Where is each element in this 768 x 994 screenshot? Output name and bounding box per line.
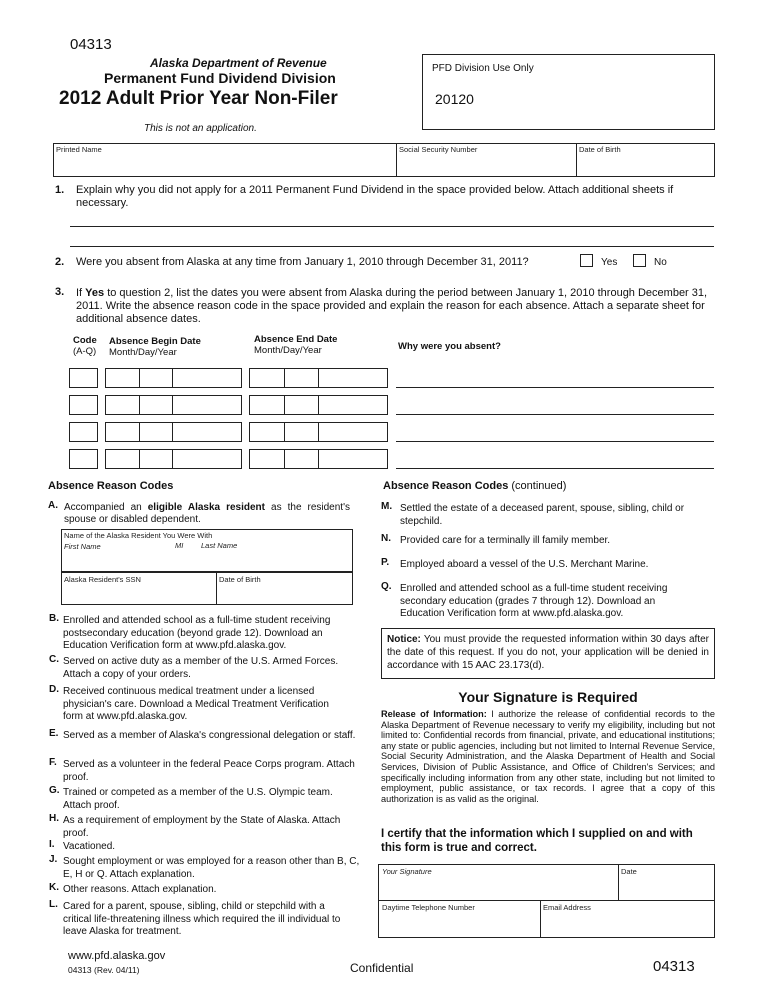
- signature-field[interactable]: [379, 865, 619, 900]
- signature-row: [378, 864, 715, 901]
- code-key: L.: [49, 899, 58, 910]
- q2-yes-checkbox[interactable]: [580, 254, 593, 267]
- q3-pre: If: [76, 287, 86, 299]
- begin-year-input[interactable]: [172, 395, 242, 415]
- begin-day-input[interactable]: [139, 395, 173, 415]
- phone-field[interactable]: [379, 901, 541, 937]
- end-month-input[interactable]: [249, 368, 285, 388]
- q3-body: to question 2, list the dates you were absent from Alaska during the period between January 1, 2010 through December 31, 2011. Write the absence reason code in the space provided and explain the reason for each absence. Attach a separate sheet for additional absence dates.: [76, 287, 708, 325]
- code-label: Code: [73, 335, 97, 346]
- footer-form-number: 04313: [653, 958, 695, 975]
- code-text: Served on active duty as a member of the U.S. Armed Forces. Attach a copy of your orders.: [63, 656, 339, 680]
- office-use-value: 20120: [435, 91, 474, 107]
- code-text: Served as a member of Alaska's congressional delegation or staff.: [63, 730, 356, 741]
- code-input[interactable]: [69, 368, 98, 388]
- q3-text: [76, 287, 716, 326]
- email-field[interactable]: [541, 901, 714, 937]
- code-text: As a requirement of employment by the State of Alaska. Attach proof.: [63, 815, 341, 839]
- code-key: M.: [381, 501, 393, 512]
- begin-year-input[interactable]: [172, 422, 242, 442]
- code-d: [49, 684, 343, 724]
- begin-day-input[interactable]: [139, 368, 173, 388]
- code-text: Vacationed.: [63, 841, 116, 852]
- code-key: G.: [49, 785, 60, 796]
- code-j: [49, 854, 363, 881]
- page-subtitle: This is not an application.: [144, 123, 257, 134]
- end-day-input[interactable]: [284, 449, 319, 469]
- ssn-label: Social Security Number: [399, 145, 478, 154]
- code-key: F.: [49, 757, 57, 768]
- code-text: Trained or competed as a member of the U.S. Olympic team. Attach proof.: [63, 787, 333, 811]
- resident-ssn-field[interactable]: [62, 573, 217, 604]
- certification-statement: I certify that the information which I supplied on and with this form is true and correct.: [381, 828, 693, 854]
- code-key: I.: [49, 839, 55, 850]
- first-name-label: First Name: [64, 542, 101, 551]
- dob-field[interactable]: [577, 144, 714, 176]
- resident-dob-field[interactable]: [217, 573, 352, 604]
- code-key: P.: [381, 557, 390, 568]
- begin-day-input[interactable]: [139, 422, 173, 442]
- end-date-format: Month/Day/Year: [254, 345, 322, 356]
- code-k: [49, 882, 359, 897]
- code-key: C.: [49, 654, 59, 665]
- contact-row: [378, 900, 715, 938]
- code-text: Sought employment or was employed for a reason other than B, C, E, H or Q. Attach explanation.: [63, 856, 360, 880]
- end-day-input[interactable]: [284, 368, 319, 388]
- code-key: B.: [49, 613, 59, 624]
- code-p: [381, 557, 700, 572]
- code-text: Enrolled and attended school as a full-time student receiving secondary education (grades 7 through 12). Download an Education Verification form at www.pfd.alaska.gov.: [400, 583, 668, 619]
- code-e: [49, 728, 363, 743]
- notice-box: [381, 628, 715, 679]
- resident-dob-label: Date of Birth: [219, 575, 261, 584]
- code-key: J.: [49, 854, 58, 865]
- q3-yes-bold: Yes: [85, 287, 105, 299]
- release-label: Release of Information:: [381, 709, 487, 719]
- code-key: E.: [49, 728, 59, 739]
- notice-body: You must provide the requested information within 30 days after the date of this request. If you do not, your application will be denied in accordance with 15 AAC 23.173(d).: [387, 634, 709, 671]
- codes-heading-right-suffix: (continued): [511, 480, 567, 492]
- footer-website: www.pfd.alaska.gov: [68, 950, 166, 962]
- end-month-input[interactable]: [249, 395, 285, 415]
- code-l: [49, 899, 355, 939]
- begin-date-label: Absence Begin Date: [109, 336, 201, 347]
- division-name: Permanent Fund Dividend Division: [104, 70, 336, 86]
- reason-line[interactable]: [396, 468, 714, 469]
- code-text: Other reasons. Attach explanation.: [63, 884, 217, 895]
- codes-heading-left: Absence Reason Codes: [48, 480, 174, 492]
- code-a-post: as the resident's spouse or disabled dependent.: [64, 502, 350, 525]
- department-name: Alaska Department of Revenue: [150, 56, 327, 70]
- code-q: [381, 581, 700, 621]
- mi-label: MI: [175, 541, 184, 550]
- code-key: D.: [49, 684, 59, 695]
- ssn-field[interactable]: [397, 144, 577, 176]
- begin-year-input[interactable]: [172, 449, 242, 469]
- signature-label: Your Signature: [382, 867, 432, 876]
- codes-heading-right-label: Absence Reason Codes: [383, 480, 509, 492]
- begin-date-format: Month/Day/Year: [109, 347, 177, 358]
- code-c: [49, 654, 363, 681]
- notice-text: [387, 633, 709, 672]
- q2-yes-label: Yes: [601, 257, 618, 268]
- begin-day-input[interactable]: [139, 449, 173, 469]
- end-date-label: Absence End Date: [254, 334, 338, 345]
- notice-label: Notice:: [387, 634, 421, 645]
- begin-date-column-header: [109, 336, 201, 358]
- code-text: Employed aboard a vessel of the U.S. Merchant Marine.: [400, 559, 649, 570]
- email-label: Email Address: [543, 903, 591, 912]
- code-text: Settled the estate of a deceased parent, spouse, sibling, child or stepchild.: [400, 503, 685, 527]
- q2-no-label: No: [654, 257, 667, 268]
- end-year-input[interactable]: [318, 368, 388, 388]
- code-key: Q.: [381, 581, 392, 592]
- printed-name-label: Printed Name: [56, 145, 102, 154]
- code-h: [49, 813, 359, 840]
- reason-line[interactable]: [396, 387, 714, 388]
- q1-text: Explain why you did not apply for a 2011 Permanent Fund Dividend in the space provided below. Attach additional sheets if necessary.: [76, 184, 674, 209]
- footer-confidential: Confidential: [350, 961, 414, 975]
- release-text: I authorize the release of confidential records to the Alaska Department of Revenue necessary to verify my eligibility, including but not limited to: Confidential records from financial, private, and educational institutions; any state or public agencies, including but not limited to Internal Revenue Service, Social Security Administration, and the Alaska Department of Health and Social Services, Division of Public Assistance, and Office of Children's Services; and specifically including information from any other state, including but not limited to employment, public assistance, or tax records. I agree that a copy of this authorization is as valid as the original.: [381, 709, 715, 804]
- q2-text: Were you absent from Alaska at any time from January 1, 2010 through December 31, 2011?: [76, 256, 529, 268]
- code-range: (A-Q): [73, 346, 97, 357]
- code-a-key: A.: [48, 500, 58, 511]
- q2-number: 2.: [55, 256, 65, 268]
- q1-answer-line-2[interactable]: [70, 246, 714, 247]
- code-m: [381, 501, 700, 528]
- signature-heading: Your Signature is Required: [458, 689, 638, 705]
- signature-date-label: Date: [621, 867, 637, 876]
- code-text: Served as a volunteer in the federal Peace Corps program. Attach proof.: [63, 759, 355, 783]
- begin-month-input[interactable]: [105, 422, 140, 442]
- resident-name-label: Name of the Alaska Resident You Were With: [64, 531, 213, 540]
- dob-label: Date of Birth: [579, 145, 621, 154]
- code-key: K.: [49, 882, 59, 893]
- reason-line[interactable]: [396, 441, 714, 442]
- footer-revision: 04313 (Rev. 04/11): [68, 965, 140, 975]
- q2-no-checkbox[interactable]: [633, 254, 646, 267]
- code-key: N.: [381, 533, 391, 544]
- code-f: [49, 757, 359, 784]
- end-day-input[interactable]: [284, 395, 319, 415]
- begin-month-input[interactable]: [105, 368, 140, 388]
- end-date-column-header: [254, 334, 337, 356]
- code-a-text: [64, 502, 350, 526]
- end-year-input[interactable]: [318, 449, 388, 469]
- end-year-input[interactable]: [318, 422, 388, 442]
- reason-line[interactable]: [396, 414, 714, 415]
- code-n: [381, 533, 700, 548]
- resident-ssn-label: Alaska Resident's SSN: [64, 575, 141, 584]
- q3-number: 3.: [55, 286, 65, 298]
- alaska-resident-ssn-row: [61, 572, 353, 605]
- code-input[interactable]: [69, 449, 98, 469]
- code-column-header: [73, 335, 97, 357]
- code-key: H.: [49, 813, 59, 824]
- q1-answer-line-1[interactable]: [70, 226, 714, 227]
- code-a-bold: eligible Alaska resident: [147, 502, 266, 513]
- last-name-label: Last Name: [201, 541, 238, 550]
- end-month-input[interactable]: [249, 422, 285, 442]
- office-use-label: PFD Division Use Only: [432, 63, 534, 74]
- office-use-box: [422, 54, 715, 130]
- printed-name-field[interactable]: [54, 144, 397, 176]
- why-absent-header: Why were you absent?: [398, 341, 501, 352]
- code-input[interactable]: [69, 395, 98, 415]
- code-text: Cared for a parent, spouse, sibling, child or stepchild with a critical life-threatening illness which required the ill individual to leave Alaska for treatment.: [63, 901, 341, 937]
- code-b: [49, 613, 353, 653]
- begin-month-input[interactable]: [105, 395, 140, 415]
- begin-month-input[interactable]: [105, 449, 140, 469]
- code-input[interactable]: [69, 422, 98, 442]
- code-text: Enrolled and attended school as a full-time student receiving postsecondary education (beyond grade 12). Download an Education Verification form at www.pfd.alaska.gov.: [63, 615, 331, 651]
- q1-number: 1.: [55, 184, 65, 196]
- alaska-resident-name-field[interactable]: [61, 529, 353, 572]
- code-text: Received continuous medical treatment under a licensed physician's care. Download a Medical Treatment Verification form at www.pfd.alaska.gov.: [63, 686, 329, 722]
- page-title: 2012 Adult Prior Year Non-Filer: [59, 88, 338, 109]
- code-g: [49, 785, 339, 812]
- applicant-info-row: [53, 143, 715, 177]
- phone-label: Daytime Telephone Number: [382, 903, 475, 912]
- form-number-top: 04313: [70, 36, 112, 53]
- end-month-input[interactable]: [249, 449, 285, 469]
- code-i: [49, 839, 359, 854]
- release-of-information: [381, 709, 715, 804]
- code-a-pre: Accompanied an: [64, 502, 148, 513]
- codes-heading-right: [383, 480, 566, 492]
- code-text: Provided care for a terminally ill family member.: [400, 535, 611, 546]
- end-day-input[interactable]: [284, 422, 319, 442]
- end-year-input[interactable]: [318, 395, 388, 415]
- begin-year-input[interactable]: [172, 368, 242, 388]
- signature-date-field[interactable]: [619, 865, 714, 900]
